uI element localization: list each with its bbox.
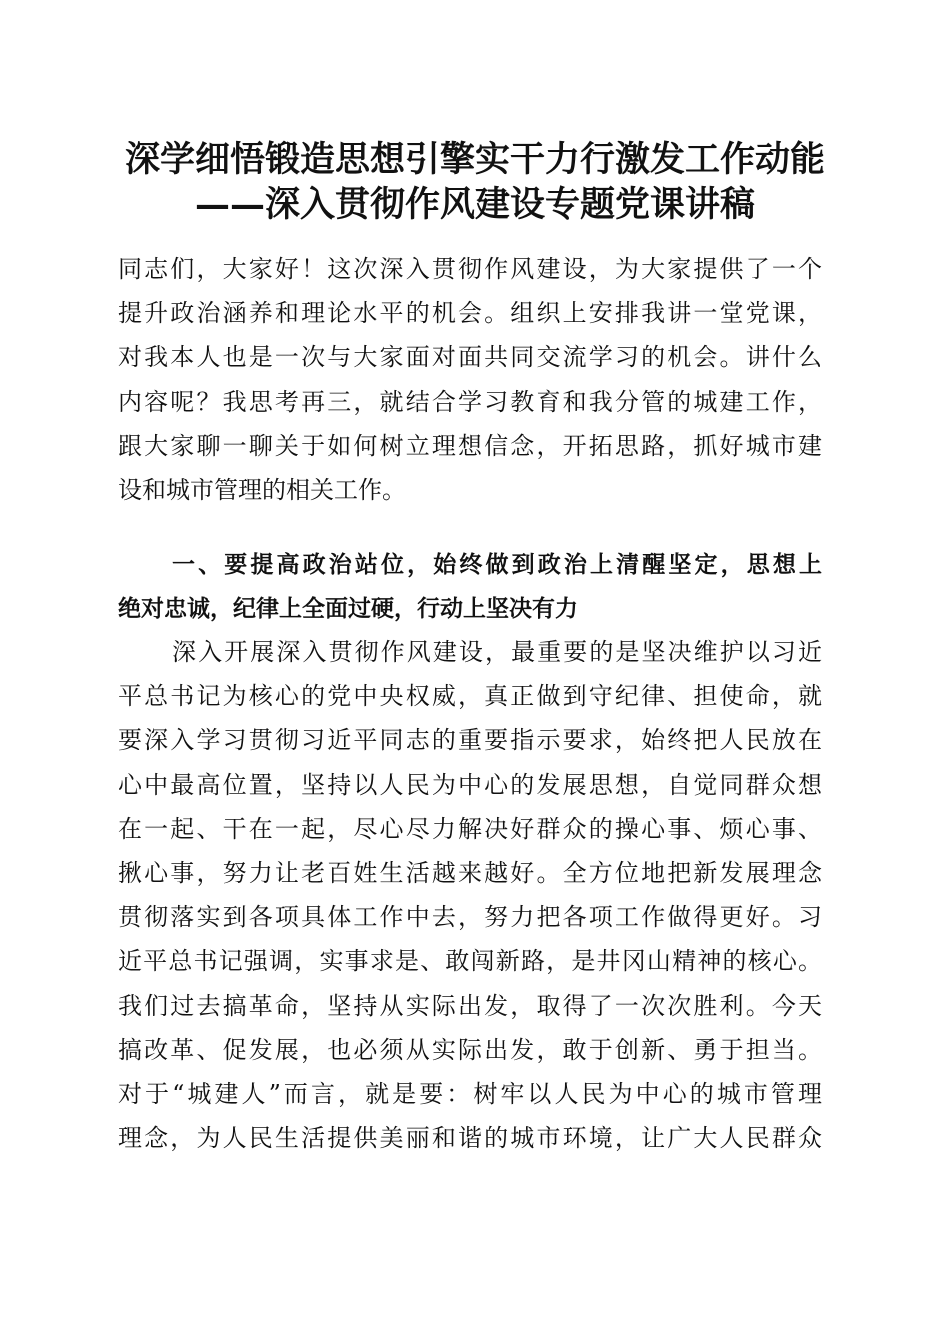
- section-heading: [118, 543, 822, 631]
- text-line: 对于“城建人”而言，就是要：树牢以人民为中心的城市管理: [118, 1079, 822, 1108]
- text-line: 设和城市管理的相关工作。: [118, 475, 406, 504]
- text-line: 跟大家聊一聊关于如何树立理想信念，开拓思路，抓好城市建: [118, 431, 822, 460]
- heading-line: 一、要提高政治站位，始终做到政治上清醒坚定，思想上: [172, 552, 822, 578]
- text-line: 近平总书记强调，实事求是、敢闯新路，是井冈山精神的核心。: [118, 947, 822, 976]
- text-line: 揪心事，努力让老百姓生活越来越好。全方位地把新发展理念: [118, 858, 822, 887]
- text-line: 搞改革、促发展，也必须从实际出发，敢于创新、勇于担当。: [118, 1035, 822, 1064]
- intro-paragraph: [118, 247, 822, 512]
- text-line: 深入开展深入贯彻作风建设，最重要的是坚决维护以习近: [172, 638, 822, 666]
- text-line: 理念，为人民生活提供美丽和谐的城市环境，让广大人民群众: [118, 1124, 822, 1153]
- text-line: 心中最高位置，坚持以人民为中心的发展思想，自觉同群众想: [118, 770, 822, 799]
- text-line: 贯彻落实到各项具体工作中去，努力把各项工作做得更好。习: [118, 903, 822, 932]
- text-line: 平总书记为核心的党中央权威，真正做到守纪律、担使命，就: [118, 682, 822, 711]
- text-line: 对我本人也是一次与大家面对面共同交流学习的机会。讲什么: [118, 343, 822, 372]
- text-line: 我们过去搞革命，坚持从实际出发，取得了一次次胜利。今天: [118, 991, 822, 1020]
- text-line: 要深入学习贯彻习近平同志的重要指示要求，始终把人民放在: [118, 726, 822, 755]
- document-title: 深学细悟锻造思想引擎实干力行激发工作动能: [124, 139, 825, 180]
- text-line: 在一起、干在一起，尽心尽力解决好群众的操心事、烦心事、: [118, 814, 822, 843]
- document-subtitle: ——深入贯彻作风建设专题党课讲稿: [194, 184, 755, 225]
- text-line: 提升政治涵养和理论水平的机会。组织上安排我讲一堂党课，: [118, 299, 822, 328]
- body-paragraph: [118, 630, 822, 1160]
- heading-line: 绝对忠诚，纪律上全面过硬，行动上坚决有力: [118, 596, 578, 623]
- text-line: 同志们，大家好！这次深入贯彻作风建设，为大家提供了一个: [118, 255, 822, 283]
- text-line: 内容呢？我思考再三，就结合学习教育和我分管的城建工作，: [118, 387, 822, 416]
